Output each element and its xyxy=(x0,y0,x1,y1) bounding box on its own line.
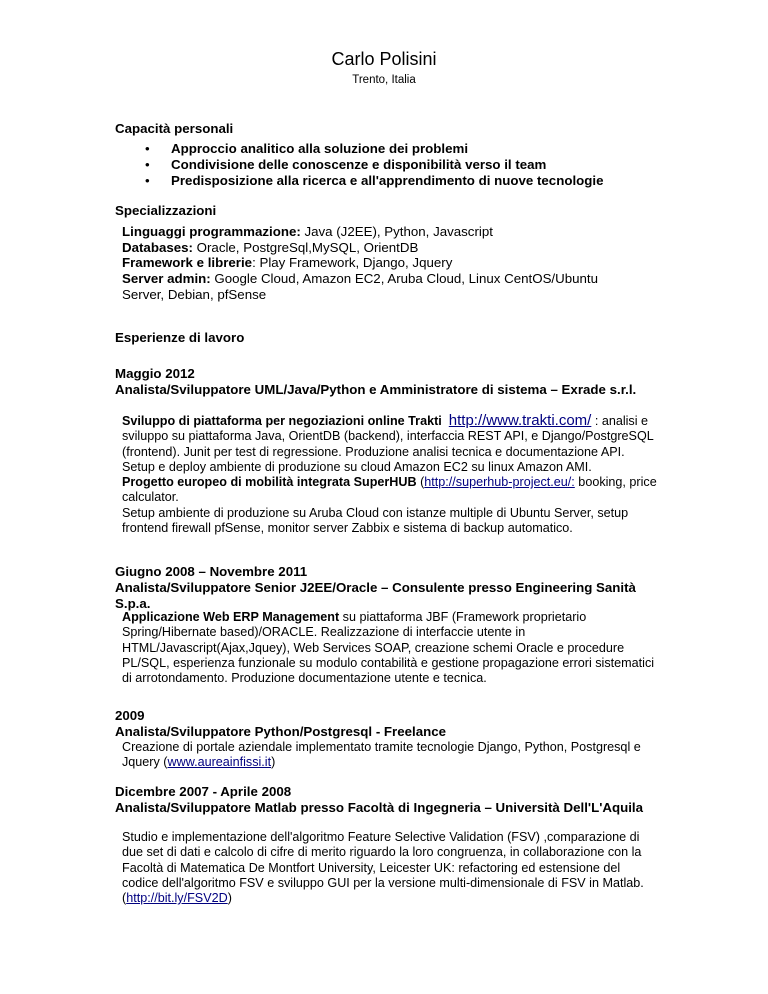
section-title-capacita: Capacità personali xyxy=(115,121,234,136)
skill-label: Databases: xyxy=(122,239,193,255)
job-text: su piattaforma JBF (Framework proprietario Spring/Hibernate based)/ORACLE. Realizzazione di interfaccie utente in HTML/Javascript(Ajax,Jquey), Web Services SOAP, creazione schemi Oracle e procedure PL/SQL, esperienza funzionale su modulo contabilità e gestione propagazione errori sistematici di arrotondamento. Produzione documentazione utente e tecnica. xyxy=(122,610,655,686)
list-item: • Condivisione delle conoscenze e disponibilità verso il team xyxy=(115,157,603,173)
job-text: : analisi e sviluppo su piattaforma Java, OrientDB (backend), interfaccia REST API, e Django/PostgreSQL (frontend). Junit per test di regressione. Produzione analisi tecnica e documentazione API. xyxy=(122,414,654,459)
skill-value: Google Cloud, Amazon EC2, Aruba Cloud, Linux CentOS/Ubuntu Server, Debian, pfSense xyxy=(122,271,599,302)
job-paragraph xyxy=(122,610,657,686)
job-paragraph xyxy=(122,413,657,460)
job-text: ) xyxy=(271,755,276,770)
candidate-location: Trento, Italia xyxy=(352,74,416,86)
superhub-link[interactable]: http://superhub-project.eu/: xyxy=(424,475,575,490)
job-role: Analista/Sviluppatore Senior J2EE/Oracle – Consulente presso Engineering Sanità S.p.a. xyxy=(115,580,636,611)
list-item: • Predisposizione alla ricerca e all'apprendimento di nuove tecnologie xyxy=(115,173,603,189)
skill-value: Java (J2EE), Python, Javascript xyxy=(300,224,493,239)
project-name: Progetto europeo di mobilità integrata SuperHUB xyxy=(122,475,417,490)
candidate-name: Carlo Polisini xyxy=(331,49,437,69)
skill-label: Framework e librerie xyxy=(122,255,253,271)
job-text: Studio e implementazione dell'algoritmo Feature Selective Validation (FSV) ,comparazione di due set di dati e calcolo di cifre di merito riguardo la loro congruenza, in collaborazione con la Facoltà di Matematica De Montfort University, Leicester UK: refactoring ed estensione del codice dell'algoritmo FSV e sviluppo GUI per la versione multi-dimensionale di FSV in Matlab. ( xyxy=(122,830,644,906)
job-role: Analista/Sviluppatore Python/Postgresql - Freelance xyxy=(115,724,447,739)
skill-row xyxy=(122,255,662,271)
skill-row xyxy=(122,224,662,240)
job-date: Dicembre 2007 - Aprile 2008 xyxy=(115,784,292,799)
project-name: Sviluppo di piattaforma per negoziazioni online Trakti xyxy=(122,414,442,428)
section-title-esperienze: Esperienze di lavoro xyxy=(115,330,245,345)
skill-row xyxy=(122,271,642,302)
skill-row xyxy=(122,240,662,256)
job-paragraph xyxy=(122,740,657,771)
section-title-specializzazioni: Specializzazioni xyxy=(115,203,217,218)
capacita-list xyxy=(115,141,603,190)
job-date: 2009 xyxy=(115,708,145,723)
job-paragraph xyxy=(122,830,657,906)
job-description xyxy=(122,830,657,906)
aureainfissi-link[interactable]: www.aureainfissi.it xyxy=(167,755,272,770)
skill-value: Oracle, PostgreSql,MySQL, OrientDB xyxy=(192,239,419,255)
job-description xyxy=(122,740,657,771)
job-description xyxy=(122,610,657,686)
job-text: booking, price calculator. xyxy=(122,475,657,505)
job-date: Maggio 2012 xyxy=(115,366,195,381)
specializzazioni-block xyxy=(122,224,662,303)
job-description xyxy=(122,413,657,536)
skill-value: : Play Framework, Django, Jquery xyxy=(252,255,453,271)
job-date: Giugno 2008 – Novembre 2011 xyxy=(115,564,308,579)
trakti-link[interactable]: http://www.trakti.com/ xyxy=(448,412,592,429)
list-item: • Approccio analitico alla soluzione dei problemi xyxy=(115,141,603,157)
job-paragraph xyxy=(122,475,657,506)
fsv-link[interactable]: http://bit.ly/FSV2D xyxy=(126,891,228,906)
skill-label: Linguaggi programmazione: xyxy=(122,224,301,239)
job-role: Analista/Sviluppatore UML/Java/Python e Amministratore di sistema – Exrade s.r.l. xyxy=(115,382,637,397)
job-text: Creazione di portale aziendale implementato tramite tecnologie Django, Python, Postgresql e Jquery ( xyxy=(122,740,641,770)
skill-label: Server admin: xyxy=(122,271,211,287)
project-name: Applicazione Web ERP Management xyxy=(122,610,340,624)
job-paragraph: Setup ambiente di produzione su Aruba Cloud con istanze multiple di Ubuntu Server, setup frontend firewall pfSense, monitor server Zabbix e sistema di backup automatico. xyxy=(122,505,629,536)
job-text: ) xyxy=(227,891,232,906)
job-paragraph: Setup e deploy ambiente di produzione su cloud Amazon EC2 su linux Amazon AMI. xyxy=(122,459,592,474)
job-text: ( xyxy=(416,475,425,490)
job-role: Analista/Sviluppatore Matlab presso Facoltà di Ingegneria – Università Dell'L'Aquila xyxy=(115,800,643,815)
